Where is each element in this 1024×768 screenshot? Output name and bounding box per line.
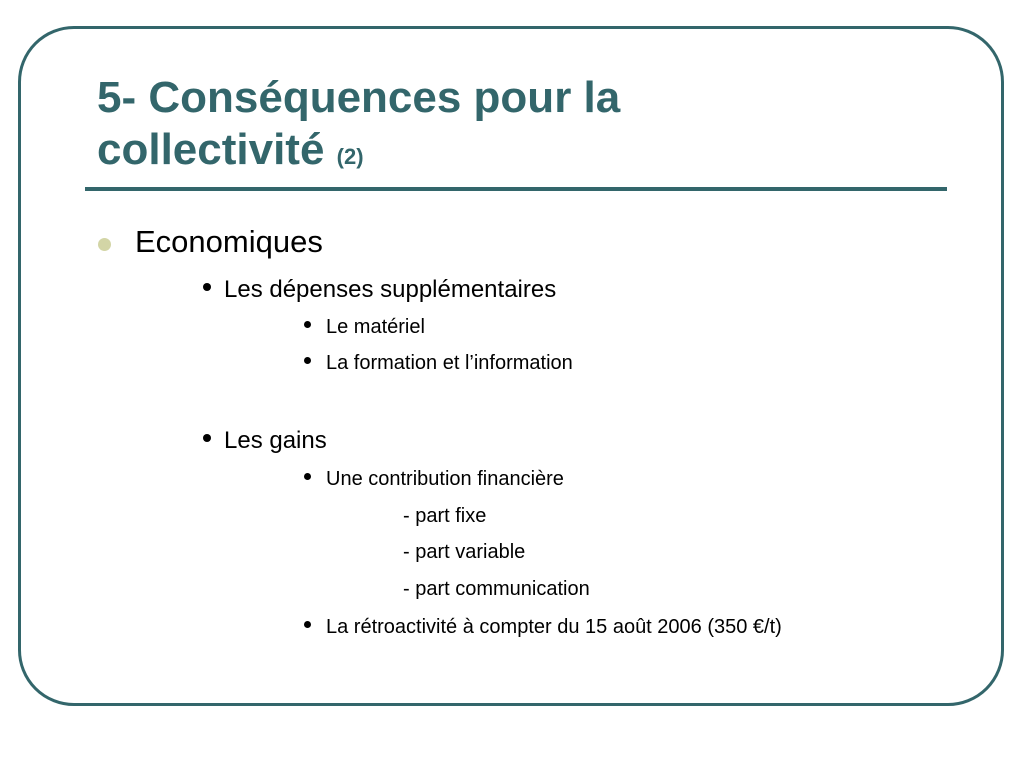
bullet-icon bbox=[203, 434, 211, 442]
bullet-icon bbox=[304, 357, 311, 364]
bullet-icon bbox=[203, 283, 211, 291]
list-item: La formation et l’information bbox=[326, 352, 573, 374]
section-gains-label: Les gains bbox=[224, 427, 327, 454]
sub-list-item: - part fixe bbox=[403, 505, 487, 527]
slide-title-line1: 5- Conséquences pour la bbox=[97, 73, 621, 122]
sub-list-item: - part variable bbox=[403, 541, 526, 563]
title-underline bbox=[85, 187, 947, 191]
section-expenses-label: Les dépenses supplémentaires bbox=[224, 276, 557, 303]
list-item: La rétroactivité à compter du 15 août 2006 (350 €/t) bbox=[326, 616, 782, 638]
slide-title-line2: collectivité bbox=[97, 125, 325, 174]
slide-title-suffix: (2) bbox=[336, 144, 364, 169]
bullet-icon bbox=[98, 238, 111, 251]
bullet-icon bbox=[304, 473, 311, 480]
bullet-icon bbox=[304, 621, 311, 628]
bullet-icon bbox=[304, 321, 311, 328]
list-item: Le matériel bbox=[326, 316, 425, 338]
sub-list-item: - part communication bbox=[403, 578, 590, 600]
heading-economiques: Economiques bbox=[135, 224, 323, 259]
slide-title bbox=[97, 72, 620, 183]
list-item: Une contribution financière bbox=[326, 468, 564, 490]
